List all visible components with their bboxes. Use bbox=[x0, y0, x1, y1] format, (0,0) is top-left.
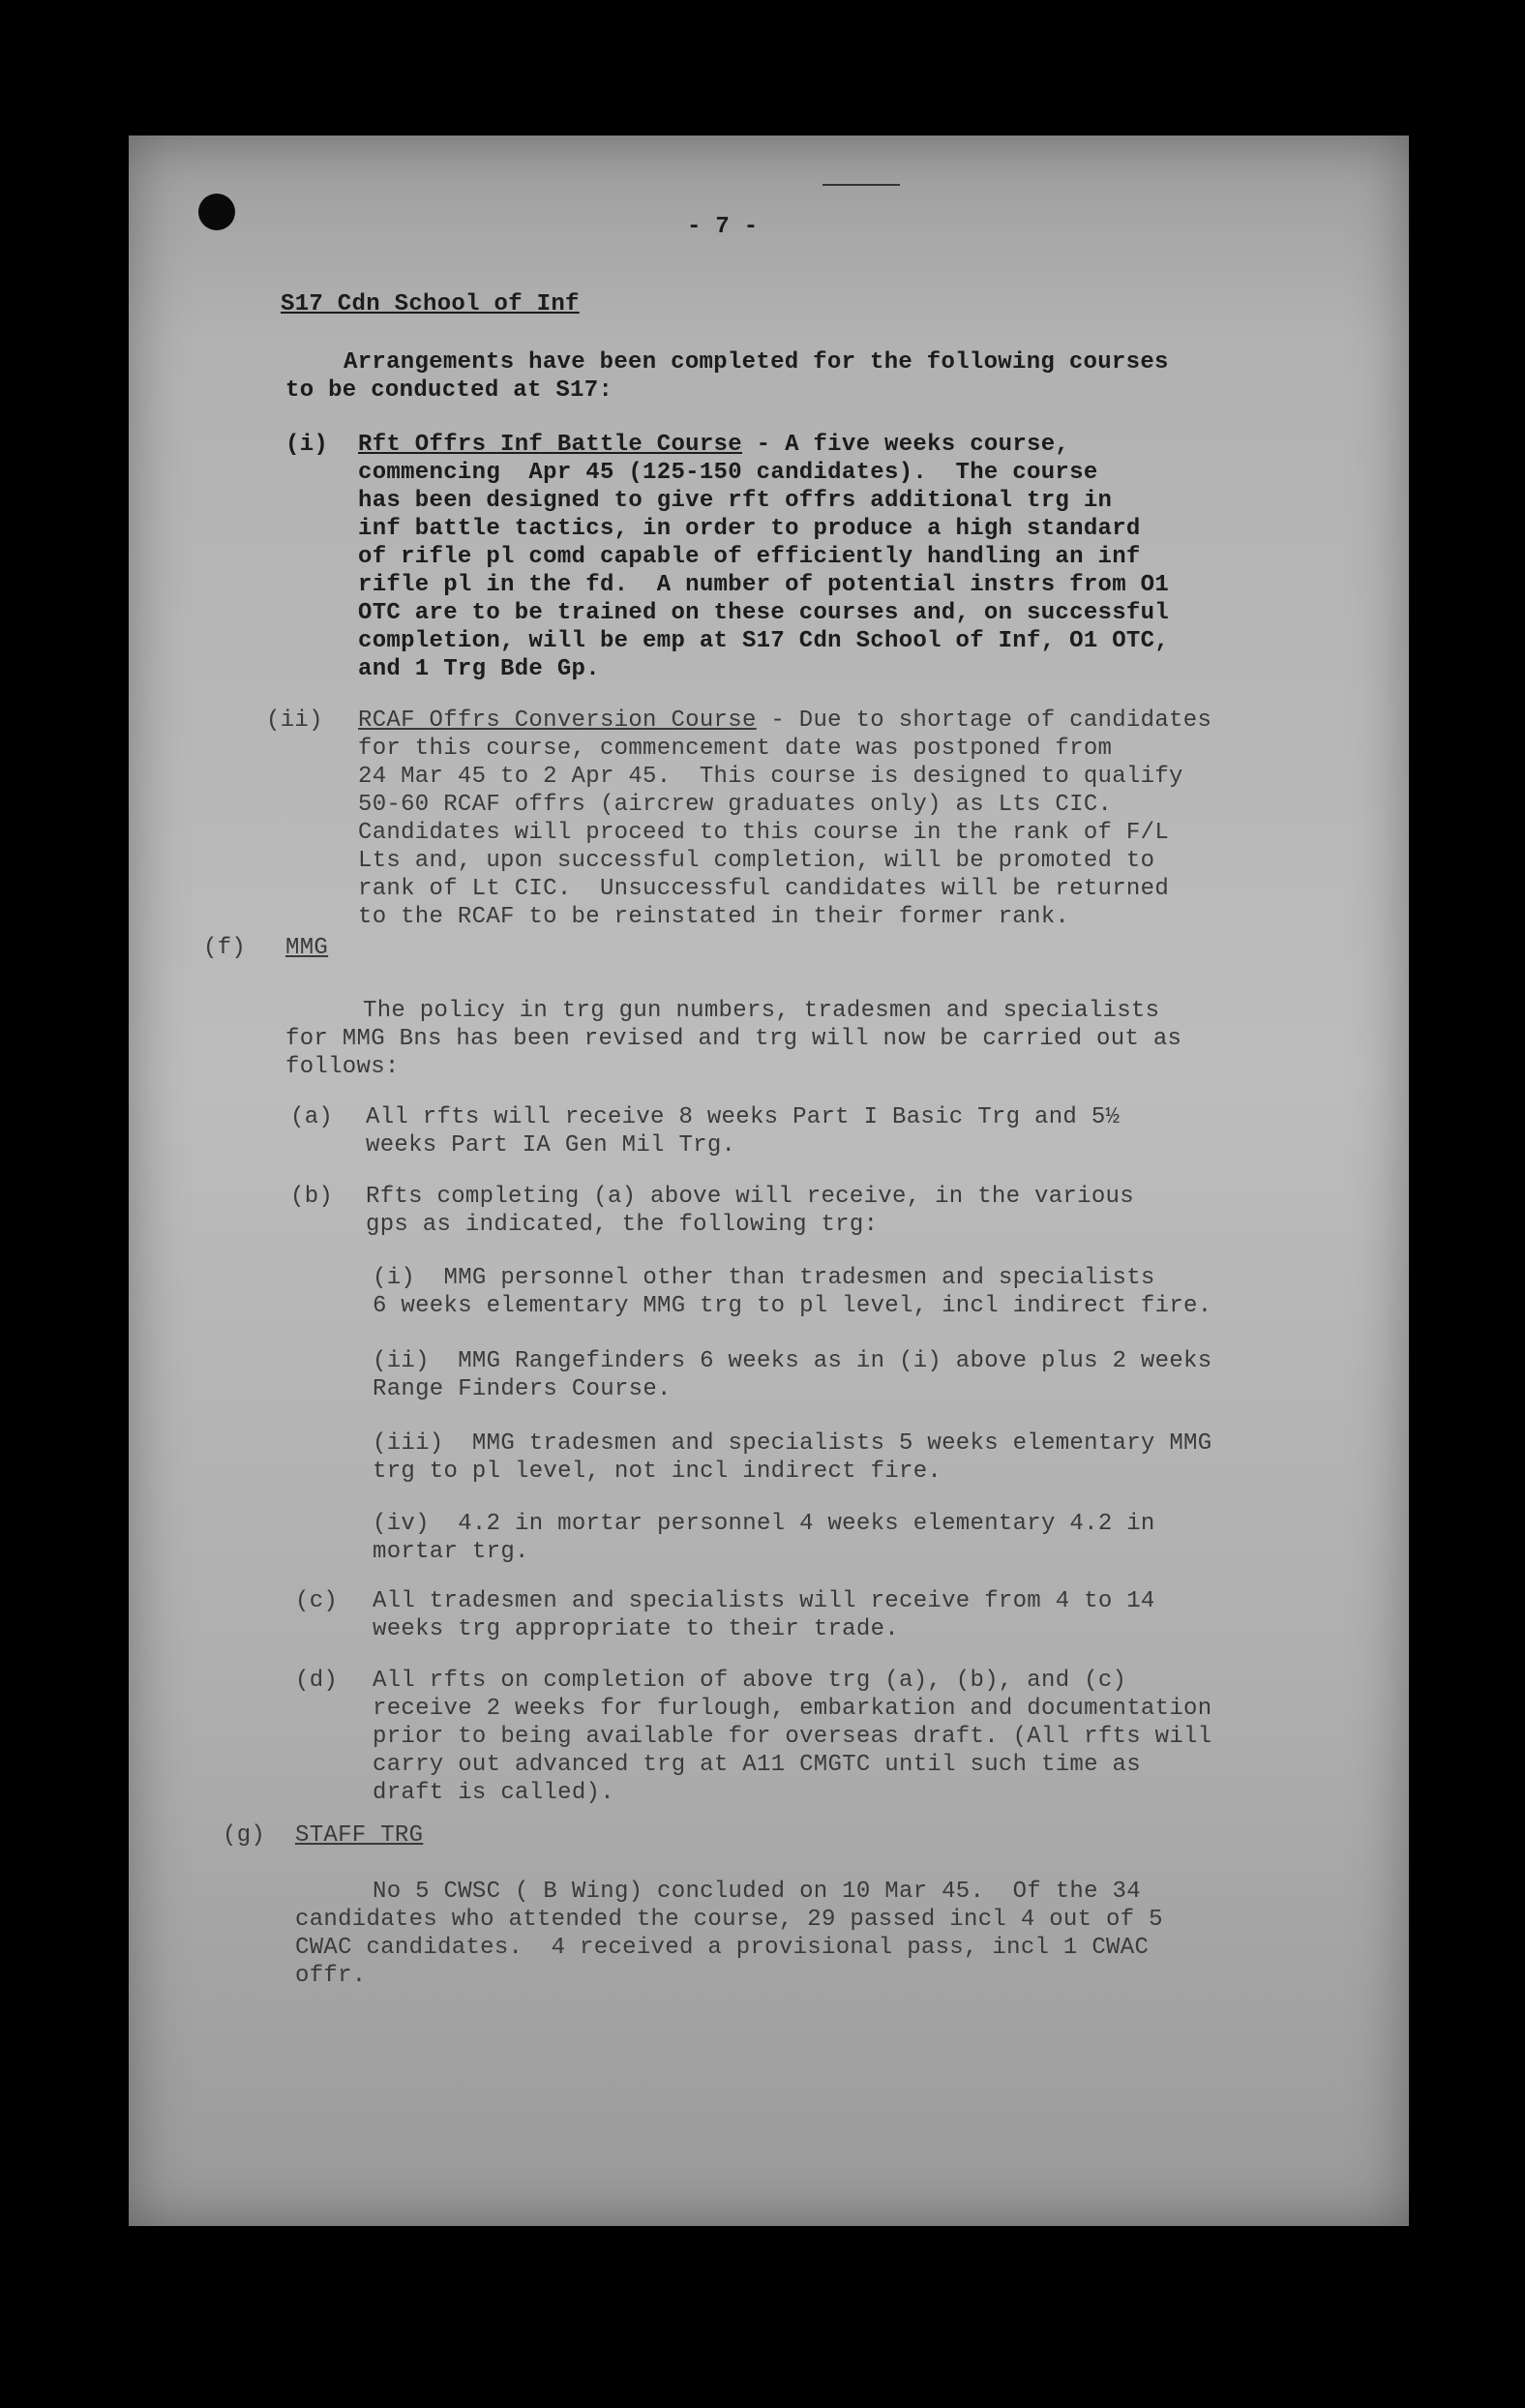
item-number: (ii) bbox=[266, 707, 323, 734]
sub-line: All rfts will receive 8 weeks Part I Basic Trg and 5½ bbox=[366, 1104, 1121, 1130]
item-line: 24 Mar 45 to 2 Apr 45. This course is designed to qualify bbox=[358, 764, 1183, 790]
sub-line: carry out advanced trg at A11 CMGTC until such time as bbox=[373, 1752, 1141, 1778]
sub-line: weeks trg appropriate to their trade. bbox=[373, 1616, 899, 1642]
sub-sub-line: mortar trg. bbox=[373, 1539, 529, 1565]
sub-line: All rfts on completion of above trg (a), (b), and (c) bbox=[373, 1668, 1127, 1694]
item-line: inf battle tactics, in order to produce a high standard bbox=[358, 516, 1141, 542]
item-number: (i) bbox=[285, 432, 329, 458]
course-title: RCAF Offrs Conversion Course bbox=[358, 707, 757, 734]
sub-line: Rfts completing (a) above will receive, in the various bbox=[366, 1184, 1134, 1210]
item-line: completion, will be emp at S17 Cdn School of Inf, O1 OTC, bbox=[358, 628, 1170, 654]
course-title: Rft Offrs Inf Battle Course bbox=[358, 432, 742, 458]
item-line: Lts and, upon successful completion, will be promoted to bbox=[358, 848, 1155, 874]
staff-trg-line: CWAC candidates. 4 received a provisional pass, incl 1 CWAC bbox=[295, 1935, 1150, 1961]
staff-trg-line: offr. bbox=[295, 1963, 367, 1989]
item-line: of rifle pl comd capable of efficiently handling an inf bbox=[358, 544, 1141, 570]
sub-number: (a) bbox=[290, 1104, 334, 1130]
section-number: (g) bbox=[223, 1822, 266, 1849]
intro-line: Arrangements have been completed for the following courses bbox=[344, 349, 1169, 376]
sub-line: prior to being available for overseas draft. (All rfts will bbox=[373, 1724, 1212, 1750]
staff-trg-line: candidates who attended the course, 29 passed incl 4 out of 5 bbox=[295, 1907, 1163, 1933]
sub-line: draft is called). bbox=[373, 1780, 614, 1806]
item-line: - Due to shortage of candidates bbox=[756, 707, 1212, 734]
item-line: has been designed to give rft offrs additional trg in bbox=[358, 488, 1113, 514]
sub-line: weeks Part IA Gen Mil Trg. bbox=[366, 1132, 736, 1159]
top-mark bbox=[822, 184, 900, 186]
sub-sub-line: (ii) MMG Rangefinders 6 weeks as in (i) above plus 2 weeks bbox=[373, 1348, 1212, 1374]
item-line: to the RCAF to be reinstated in their former rank. bbox=[358, 904, 1070, 930]
section-title: MMG bbox=[285, 935, 329, 961]
item-line: - A five weeks course, bbox=[741, 432, 1070, 458]
staff-trg-line: No 5 CWSC ( B Wing) concluded on 10 Mar 45. Of the 34 bbox=[373, 1879, 1141, 1905]
sub-number: (b) bbox=[290, 1184, 334, 1210]
item-line: for this course, commencement date was postponed from bbox=[358, 736, 1113, 762]
page-number: - 7 - bbox=[687, 214, 759, 240]
item-line: and 1 Trg Bde Gp. bbox=[358, 656, 600, 682]
intro-line: to be conducted at S17: bbox=[285, 377, 613, 404]
item-line: rifle pl in the fd. A number of potential instrs from O1 bbox=[358, 572, 1170, 598]
section-number: (f) bbox=[203, 935, 247, 961]
sub-sub-line: 6 weeks elementary MMG trg to pl level, incl indirect fire. bbox=[373, 1293, 1212, 1319]
sub-sub-line: (i) MMG personnel other than tradesmen and specialists bbox=[373, 1265, 1155, 1291]
item-line: rank of Lt CIC. Unsuccessful candidates will be returned bbox=[358, 876, 1170, 902]
policy-line: follows: bbox=[285, 1054, 400, 1080]
sub-number: (d) bbox=[295, 1668, 339, 1694]
item-line: 50-60 RCAF offrs (aircrew graduates only) as Lts CIC. bbox=[358, 792, 1113, 818]
item-line: Candidates will proceed to this course in the rank of F/L bbox=[358, 820, 1170, 846]
sub-sub-line: Range Finders Course. bbox=[373, 1376, 672, 1402]
sub-line: receive 2 weeks for furlough, embarkation and documentation bbox=[373, 1696, 1212, 1722]
sub-sub-line: trg to pl level, not incl indirect fire. bbox=[373, 1459, 942, 1485]
item-line: OTC are to be trained on these courses and, on successful bbox=[358, 600, 1170, 626]
policy-line: for MMG Bns has been revised and trg will now be carried out as bbox=[285, 1026, 1182, 1052]
punch-hole bbox=[198, 194, 235, 230]
policy-line: The policy in trg gun numbers, tradesmen and specialists bbox=[363, 998, 1160, 1024]
section-heading: S17 Cdn School of Inf bbox=[281, 291, 580, 317]
sub-number: (c) bbox=[295, 1588, 339, 1614]
sub-line: All tradesmen and specialists will receive from 4 to 14 bbox=[373, 1588, 1155, 1614]
section-title: STAFF TRG bbox=[295, 1822, 424, 1849]
sub-line: gps as indicated, the following trg: bbox=[366, 1212, 879, 1238]
sub-sub-line: (iv) 4.2 in mortar personnel 4 weeks elementary 4.2 in bbox=[373, 1511, 1155, 1537]
item-line: commencing Apr 45 (125-150 candidates). The course bbox=[358, 460, 1098, 486]
sub-sub-line: (iii) MMG tradesmen and specialists 5 weeks elementary MMG bbox=[373, 1430, 1212, 1457]
